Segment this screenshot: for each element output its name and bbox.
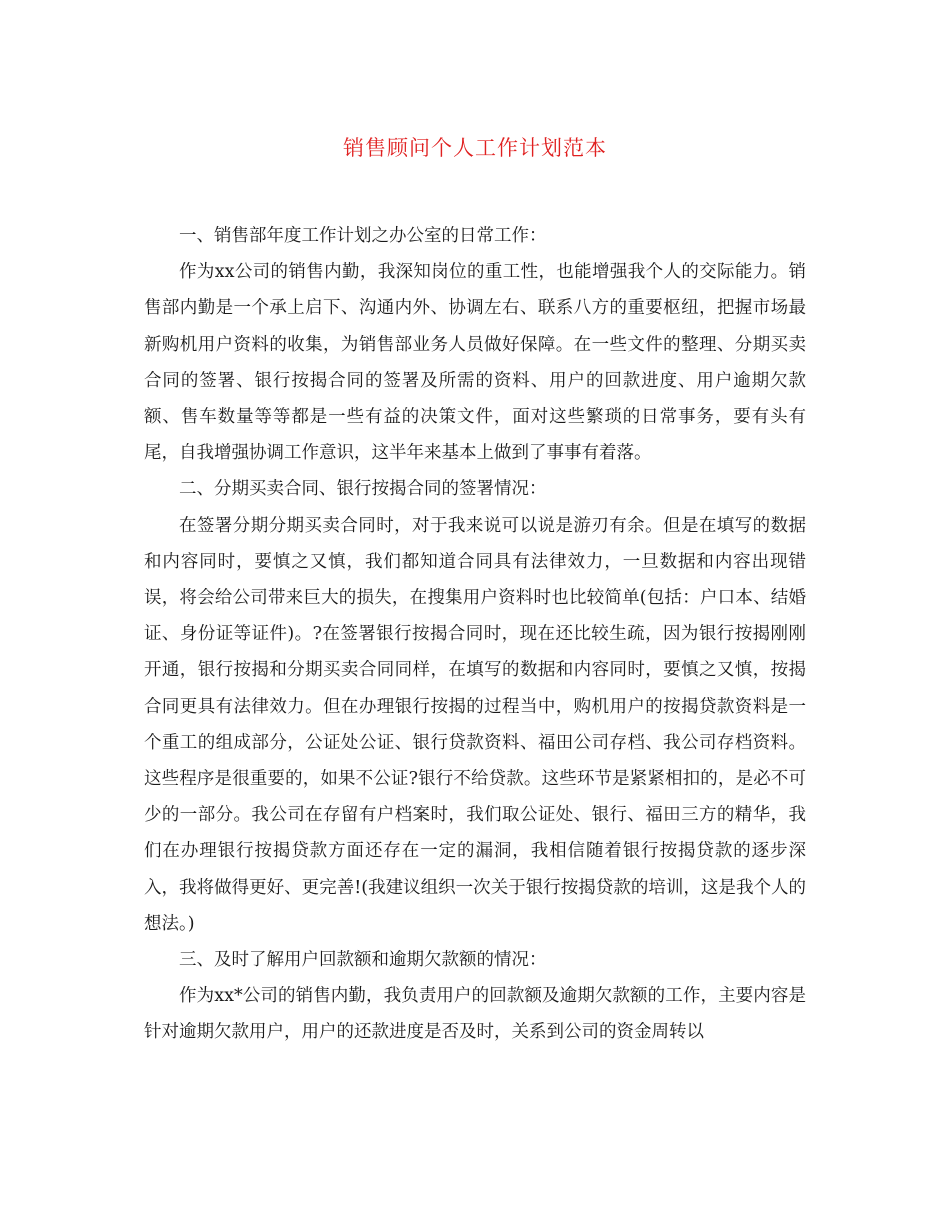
- section-heading-1: 一、销售部年度工作计划之办公室的日常工作：: [179, 226, 547, 246]
- paragraph: 在签署分期分期买卖合同时，对于我来说可以说是游刃有余。但是在填写的数据和内容同时，要慎之又慎，我们都知道合同具有法律效力，一旦数据和内容出现错误，将会给公司带来巨大的损失，在搜集用户资料时也比较简单(包括：户口本、结婚证、身份证等证件)。?在签署银行按揭合同时，现在还比较生疏，因为银行按揭刚刚开通，银行按揭和分期买卖合同同样，在填写的数据和内容同时，要慎之又慎，按揭合同更具有法律效力。但在办理银行按揭的过程当中，购机用户的按揭贷款资料是一个重工的组成部分，公证处公证、银行贷款资料、福田公司存档、我公司存档资料。这些程序是很重要的，如果不公证?银行不给贷款。这些环节是紧紧相扣的，是必不可少的一部分。我公司在存留有户档案时，我们取公证处、银行、福田三方的精华，我们在办理银行按揭贷款方面还存在一定的漏洞，我相信随着银行按揭贷款的逐步深入，我将做得更好、更完善!(我建议组织一次关于银行按揭贷款的培训，这是我个人的想法。): [144, 515, 806, 934]
- paragraph: 作为xx公司的销售内勤，我深知岗位的重工性，也能增强我个人的交际能力。销售部内勤是一个承上启下、沟通内外、协调左右、联系八方的重要枢纽，把握市场最新购机用户资料的收集，为销售部业务人员做好保障。在一些文件的整理、分期买卖合同的签署、银行按揭合同的签署及所需的资料、用户的回款进度、用户逾期欠款额、售车数量等等都是一些有益的决策文件，面对这些繁琐的日常事务，要有头有尾，自我增强协调工作意识，这半年来基本上做到了事事有着落。: [144, 262, 806, 464]
- document-title: 销售顾问个人工作计划范本: [343, 136, 607, 160]
- section-heading-3: 三、及时了解用户回款额和逾期欠款额的情况：: [179, 950, 547, 971]
- paragraph: 作为xx*公司的销售内勤，我负责用户的回款额及逾期欠款额的工作，主要内容是针对逾期欠款用户，用户的还款进度是否及时，关系到公司的资金周转以: [144, 986, 806, 1043]
- section-heading-2: 二、分期买卖合同、银行按揭合同的签署情况：: [179, 479, 547, 500]
- document-body: [144, 218, 806, 1051]
